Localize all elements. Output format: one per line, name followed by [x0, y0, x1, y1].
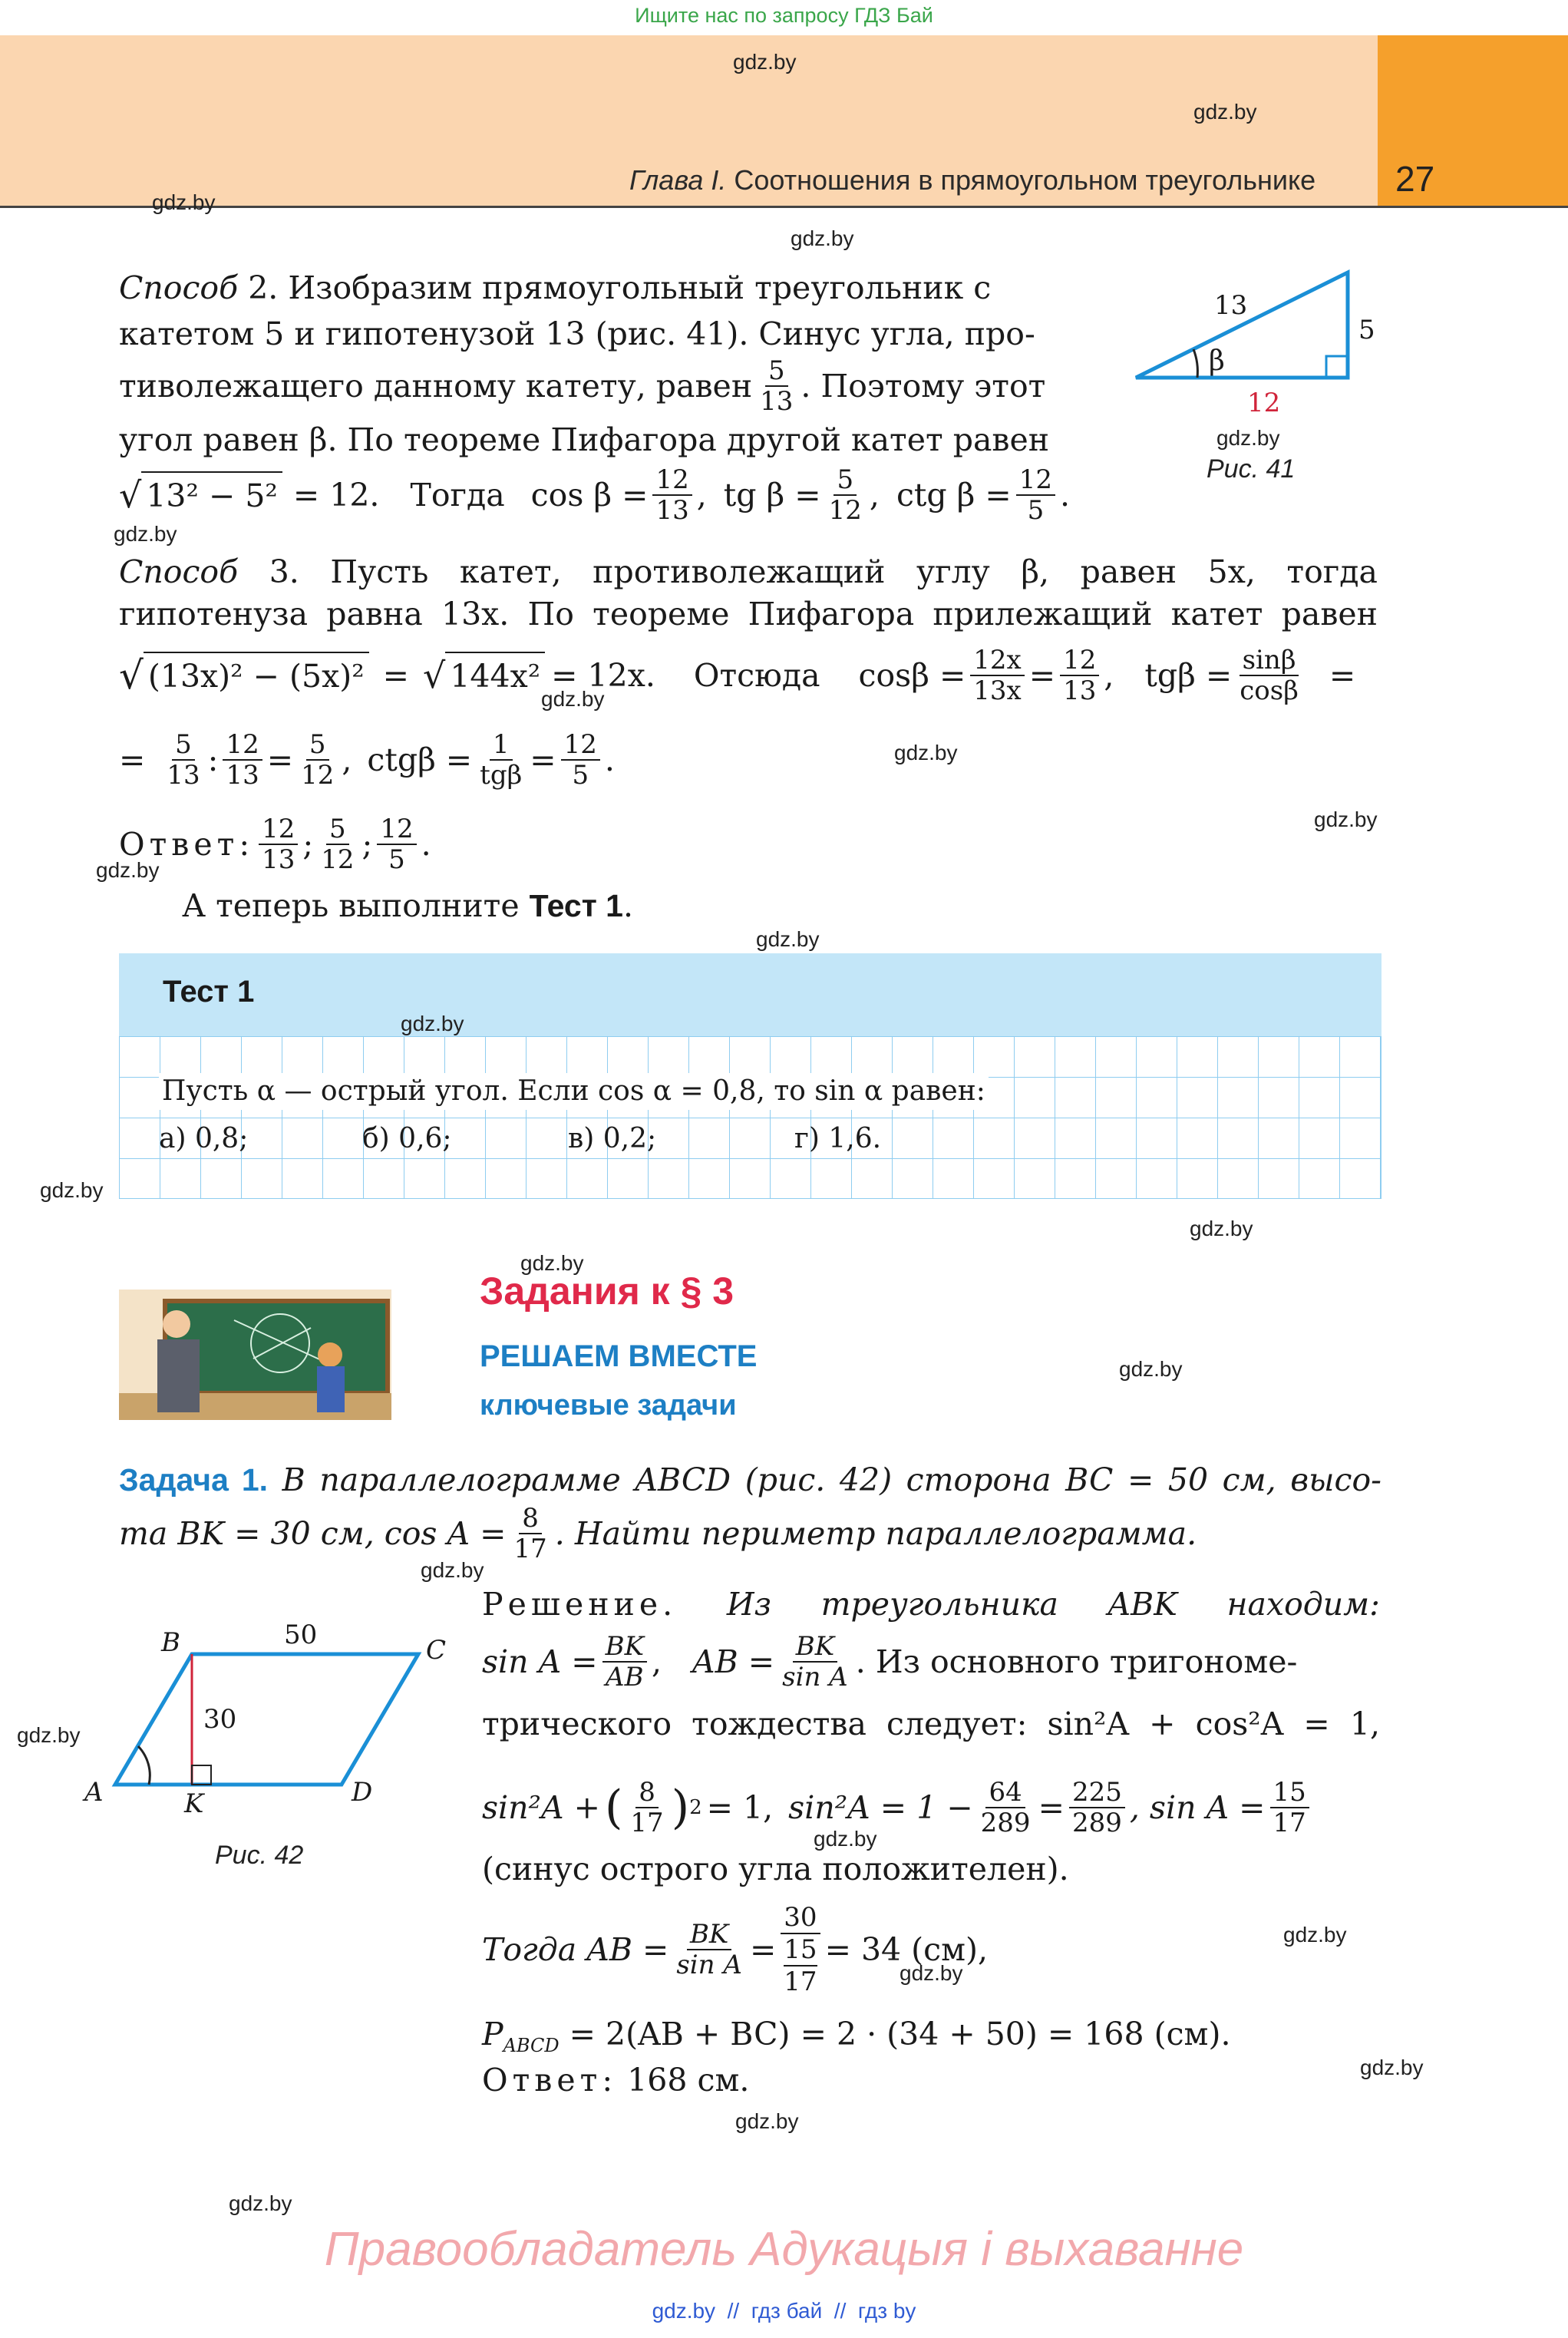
watermark: gdz.by: [1190, 1217, 1253, 1240]
watermark: gdz.by: [421, 1558, 484, 1582]
answer-1: Ответ: $\frac{12}{13}$ ; $\frac{5}{12}$ ; $\frac{12}{5}$ .: [119, 814, 431, 875]
right-angle-mark-42: [192, 1765, 211, 1785]
method2-line2: катетом 5 и гипотенузой 13 (рис. 41). Синус угла, про-: [119, 315, 1035, 352]
watermark: gdz.by: [791, 226, 854, 250]
now-do-test: А теперь выполните Тест 1.: [182, 887, 634, 924]
watermark: gdz.by: [1314, 807, 1378, 831]
angle-arc: [1193, 349, 1197, 378]
test-question: Пусть α — острый угол. Если cos α = 0,8, то sin α равен:: [159, 1073, 989, 1110]
watermark: gdz.by: [1216, 426, 1280, 450]
classroom-illustration: [119, 1290, 391, 1420]
top-link[interactable]: Ищите нас по запросу ГДЗ Бай: [635, 4, 933, 27]
fig41-base-label: 12: [1247, 388, 1281, 418]
figure-41: [1128, 265, 1381, 449]
solution-line4: sin²A + ( $\frac{8}{17}$ ) 2 = 1, sin²A = 1 − $\frac{64}{289}$ = $\frac{225}{289}$ , sin A = $\frac{15}{17}$: [482, 1769, 1403, 1846]
chapter-title: Глава I. Соотношения в прямоугольном треугольнике: [629, 164, 1316, 196]
watermark: gdz.by: [520, 1251, 584, 1275]
watermark: gdz.by: [756, 927, 820, 951]
test-grid-lines: [119, 1036, 1381, 1199]
footer-links[interactable]: gdz.by // гдз бай // гдз by: [652, 2299, 916, 2323]
angle-arc-A: [138, 1746, 150, 1785]
watermark: gdz.by: [96, 858, 160, 882]
fig42-label-A: A: [84, 1777, 104, 1808]
solution-line2: sin A = $\frac{BK}{AB}$ , AB = $\frac{BK}{\text{sin A}}$ . Из основного тригономе-: [482, 1631, 1298, 1692]
fig42-label-C: C: [426, 1635, 447, 1666]
watermark: gdz.by: [541, 687, 605, 711]
test-option-c[interactable]: в) 0,2;: [568, 1123, 657, 1154]
solution-line7: $P_{ABCD} = 2(AB + BC) = 2 \cdot (34 + 50) = 168$ (см).: [482, 2016, 1231, 2057]
solution-line6: Тогда AB = $\frac{BK}{\text{sin A}}$ = 30 15 17 = 34 (см),: [482, 1902, 989, 1997]
solution-line5: (синус острого угла положителен).: [482, 1851, 1069, 1887]
watermark: gdz.by: [814, 1827, 877, 1851]
watermark: gdz.by: [1283, 1923, 1347, 1947]
fig42-caption: Рис. 42: [215, 1841, 304, 1870]
fig41-angle-label: β: [1209, 345, 1225, 377]
fig41-leg-label: 5: [1358, 315, 1375, 345]
solution-answer: Ответ: 168 см.: [482, 2062, 750, 2099]
solution-line3: трического тождества следует: sin²A + cos²A = 1,: [482, 1706, 1380, 1742]
watermark: gdz.by: [40, 1178, 104, 1202]
triangle-41: [1136, 272, 1348, 378]
method3-line1: Способ 3. Пусть катет, противолежащий углу β, равен 5x, тогда: [119, 553, 1378, 590]
method2-line1: Способ 2. Изобразим прямоугольный треугольник с: [119, 269, 992, 306]
header-rule: [0, 206, 1568, 208]
copyright: Правообладатель Адукацыя і выхаванне: [324, 2223, 1244, 2276]
fig42-label-B: B: [161, 1627, 180, 1658]
parallelogram: [115, 1654, 418, 1785]
solution-line1: Решение. Из треугольника ABK находим:: [482, 1586, 1380, 1623]
watermark: gdz.by: [1360, 2056, 1424, 2079]
test-option-d[interactable]: г) 1,6.: [794, 1123, 882, 1154]
fig42-label-30: 30: [203, 1704, 237, 1735]
fig41-caption: Рис. 41: [1207, 454, 1296, 484]
fig42-label-D: D: [352, 1777, 373, 1808]
task1-line2: та BK = 30 см, cos A = $\frac{8}{17}$ . Найти периметр параллелограмма.: [119, 1503, 1197, 1564]
test-title: Тест 1: [163, 975, 255, 1009]
watermark: gdz.by: [900, 1961, 963, 1985]
tasks-subheading-2: ключевые задачи: [480, 1389, 737, 1422]
fig42-label-50: 50: [284, 1620, 318, 1650]
test-option-b[interactable]: б) 0,6;: [362, 1123, 452, 1154]
task1-line1: Задача 1. В параллелограмме ABCD (рис. 42) сторона BC = 50 см, высо-: [119, 1461, 1381, 1498]
watermark: gdz.by: [894, 741, 958, 764]
fig42-label-K: K: [184, 1788, 204, 1819]
method2-line4: угол равен β. По теореме Пифагора другой катет равен: [119, 421, 1050, 458]
watermark: gdz.by: [229, 2191, 292, 2215]
watermark: gdz.by: [401, 1012, 464, 1035]
tasks-subheading-1: РЕШАЕМ ВМЕСТЕ: [480, 1339, 758, 1373]
method3-line3: √ (13x)² − (5x)² = √ 144x² = 12x. Отсюда cosβ = $\frac{12x}{13x}$ = $\frac{12}{13}$ , tgβ = $\frac{\sin\beta}{\cos\beta}$ =: [119, 645, 1356, 706]
test-header-band: [119, 953, 1381, 1036]
watermark: gdz.by: [152, 190, 216, 214]
test-option-a[interactable]: а) 0,8;: [159, 1123, 249, 1154]
method3-line2: гипотенуза равна 13x. По теореме Пифагора прилежащий катет равен: [119, 596, 1378, 632]
page-number: 27: [1395, 159, 1435, 199]
watermark: gdz.by: [17, 1723, 81, 1747]
method2-line5: √ 13² − 5² = 12. Тогда cos β = $\frac{12}{13}$ , tg β = $\frac{5}{12}$ , ctg β = $\frac{12}{5}$ .: [119, 464, 1071, 526]
method3-line4: = $\frac{5}{13}$ : $\frac{12}{13}$ = $\frac{5}{12}$ , ctgβ = $\frac{1}{\text{tgβ}}$ = $\frac{12}{5}$ .: [119, 729, 615, 791]
watermark: gdz.by: [1119, 1357, 1183, 1381]
watermark: gdz.by: [114, 522, 177, 546]
fig41-hyp-label: 13: [1214, 290, 1248, 321]
watermark: gdz.by: [735, 2109, 799, 2133]
method2-line3: тиволежащего данному катету, равен $\frac{5}{13}$ . Поэтому этот: [119, 355, 1046, 417]
watermark: gdz.by: [1193, 100, 1257, 124]
right-angle-mark: [1326, 356, 1348, 378]
tasks-heading: Задания к § 3: [480, 1270, 734, 1313]
figure-42: [107, 1643, 460, 1819]
watermark: gdz.by: [733, 50, 797, 74]
